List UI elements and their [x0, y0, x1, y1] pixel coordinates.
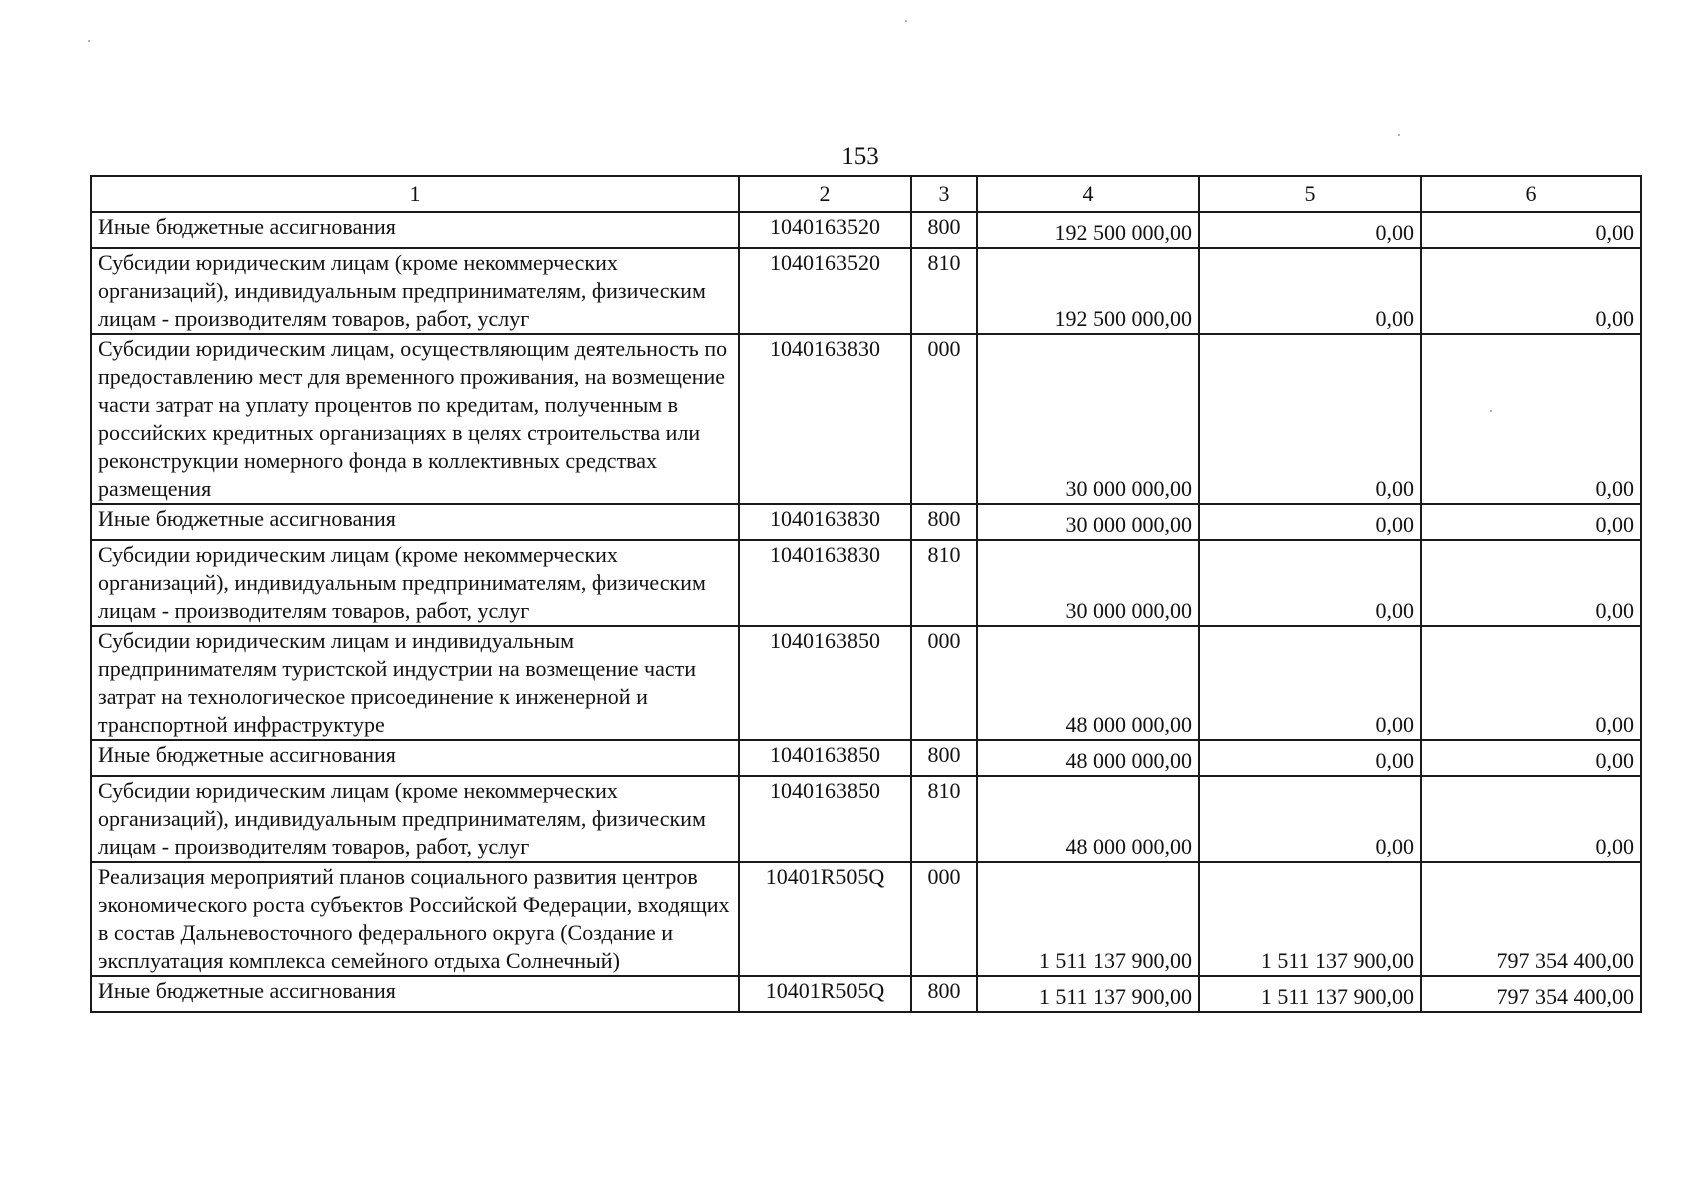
row-amount-col6: 0,00 — [1421, 740, 1641, 776]
table-row — [91, 540, 1641, 626]
row-amount-col6: 0,00 — [1421, 248, 1641, 334]
row-amount-col5: 1 511 137 900,00 — [1199, 976, 1421, 1012]
row-amount-col4: 48 000 000,00 — [977, 776, 1199, 862]
row-amount-col6: 0,00 — [1421, 540, 1641, 626]
row-expense-type: 800 — [911, 212, 977, 248]
row-amount-col5: 0,00 — [1199, 740, 1421, 776]
row-code: 1040163520 — [739, 212, 911, 248]
page-number: 153 — [841, 143, 879, 170]
row-name: Субсидии юридическим лицам (кроме некоммерческих организаций), индивидуальным предпринимателям, физическим лицам - производителям товаров, работ, услуг — [91, 540, 739, 626]
row-code: 1040163850 — [739, 740, 911, 776]
table-row — [91, 626, 1641, 740]
row-name: Субсидии юридическим лицам, осуществляющим деятельность по предоставлению мест для временного проживания, на возмещение части затрат на уплату процентов по кредитам, полученным в российских кредитных организациях в целях строительства или реконструкции номерного фонда в коллективных средствах размещения — [91, 334, 739, 504]
row-amount-col4: 1 511 137 900,00 — [977, 862, 1199, 976]
row-name: Иные бюджетные ассигнования — [91, 212, 739, 248]
row-amount-col4: 30 000 000,00 — [977, 504, 1199, 540]
row-expense-type: 800 — [911, 740, 977, 776]
column-header-2: 2 — [739, 176, 911, 212]
row-amount-col6: 797 354 400,00 — [1421, 976, 1641, 1012]
table-row — [91, 248, 1641, 334]
table-row — [91, 212, 1641, 248]
column-header-1: 1 — [91, 176, 739, 212]
table-row — [91, 740, 1641, 776]
row-name: Иные бюджетные ассигнования — [91, 740, 739, 776]
row-code: 10401R505Q — [739, 862, 911, 976]
column-header-3: 3 — [911, 176, 977, 212]
row-code: 1040163850 — [739, 626, 911, 740]
row-code: 1040163830 — [739, 540, 911, 626]
row-code: 1040163850 — [739, 776, 911, 862]
row-amount-col4: 192 500 000,00 — [977, 248, 1199, 334]
row-expense-type: 000 — [911, 862, 977, 976]
row-expense-type: 800 — [911, 504, 977, 540]
table-row — [91, 776, 1641, 862]
row-name: Субсидии юридическим лицам (кроме некоммерческих организаций), индивидуальным предпринимателям, физическим лицам - производителям товаров, работ, услуг — [91, 248, 739, 334]
scan-speck — [88, 40, 90, 42]
row-amount-col4: 30 000 000,00 — [977, 334, 1199, 504]
table-header-row — [91, 176, 1641, 212]
row-amount-col4: 48 000 000,00 — [977, 626, 1199, 740]
row-amount-col6: 0,00 — [1421, 212, 1641, 248]
row-amount-col5: 0,00 — [1199, 212, 1421, 248]
table-row — [91, 976, 1641, 1012]
scan-speck — [1398, 134, 1400, 136]
row-expense-type: 810 — [911, 540, 977, 626]
row-amount-col5: 0,00 — [1199, 248, 1421, 334]
row-amount-col4: 192 500 000,00 — [977, 212, 1199, 248]
row-expense-type: 810 — [911, 776, 977, 862]
row-name: Иные бюджетные ассигнования — [91, 504, 739, 540]
row-expense-type: 000 — [911, 334, 977, 504]
row-name: Субсидии юридическим лицам (кроме некоммерческих организаций), индивидуальным предпринимателям, физическим лицам - производителям товаров, работ, услуг — [91, 776, 739, 862]
row-amount-col4: 1 511 137 900,00 — [977, 976, 1199, 1012]
row-amount-col6: 0,00 — [1421, 334, 1641, 504]
table-row — [91, 504, 1641, 540]
scan-speck — [1490, 410, 1492, 412]
column-header-5: 5 — [1199, 176, 1421, 212]
row-amount-col5: 0,00 — [1199, 540, 1421, 626]
table-row — [91, 862, 1641, 976]
row-code: 1040163520 — [739, 248, 911, 334]
row-amount-col5: 0,00 — [1199, 776, 1421, 862]
scan-speck — [905, 20, 907, 22]
row-amount-col5: 0,00 — [1199, 626, 1421, 740]
row-name: Субсидии юридическим лицам и индивидуальным предпринимателям туристской индустрии на возмещение части затрат на технологическое присоединение к инженерной и транспортной инфраструктуре — [91, 626, 739, 740]
row-expense-type: 800 — [911, 976, 977, 1012]
column-header-4: 4 — [977, 176, 1199, 212]
row-amount-col5: 0,00 — [1199, 334, 1421, 504]
row-name: Иные бюджетные ассигнования — [91, 976, 739, 1012]
table-row — [91, 334, 1641, 504]
row-amount-col4: 48 000 000,00 — [977, 740, 1199, 776]
row-code: 1040163830 — [739, 334, 911, 504]
column-header-6: 6 — [1421, 176, 1641, 212]
row-name: Реализация мероприятий планов социального развития центров экономического роста субъектов Российской Федерации, входящих в состав Дальневосточного федерального округа (Создание и эксплуатация комплекса семейного отдыха Солнечный) — [91, 862, 739, 976]
row-code: 10401R505Q — [739, 976, 911, 1012]
row-amount-col6: 0,00 — [1421, 776, 1641, 862]
row-expense-type: 810 — [911, 248, 977, 334]
row-expense-type: 000 — [911, 626, 977, 740]
row-amount-col6: 0,00 — [1421, 626, 1641, 740]
row-amount-col5: 0,00 — [1199, 504, 1421, 540]
row-amount-col4: 30 000 000,00 — [977, 540, 1199, 626]
row-amount-col6: 0,00 — [1421, 504, 1641, 540]
row-amount-col6: 797 354 400,00 — [1421, 862, 1641, 976]
row-code: 1040163830 — [739, 504, 911, 540]
budget-table — [90, 175, 1642, 1013]
row-amount-col5: 1 511 137 900,00 — [1199, 862, 1421, 976]
